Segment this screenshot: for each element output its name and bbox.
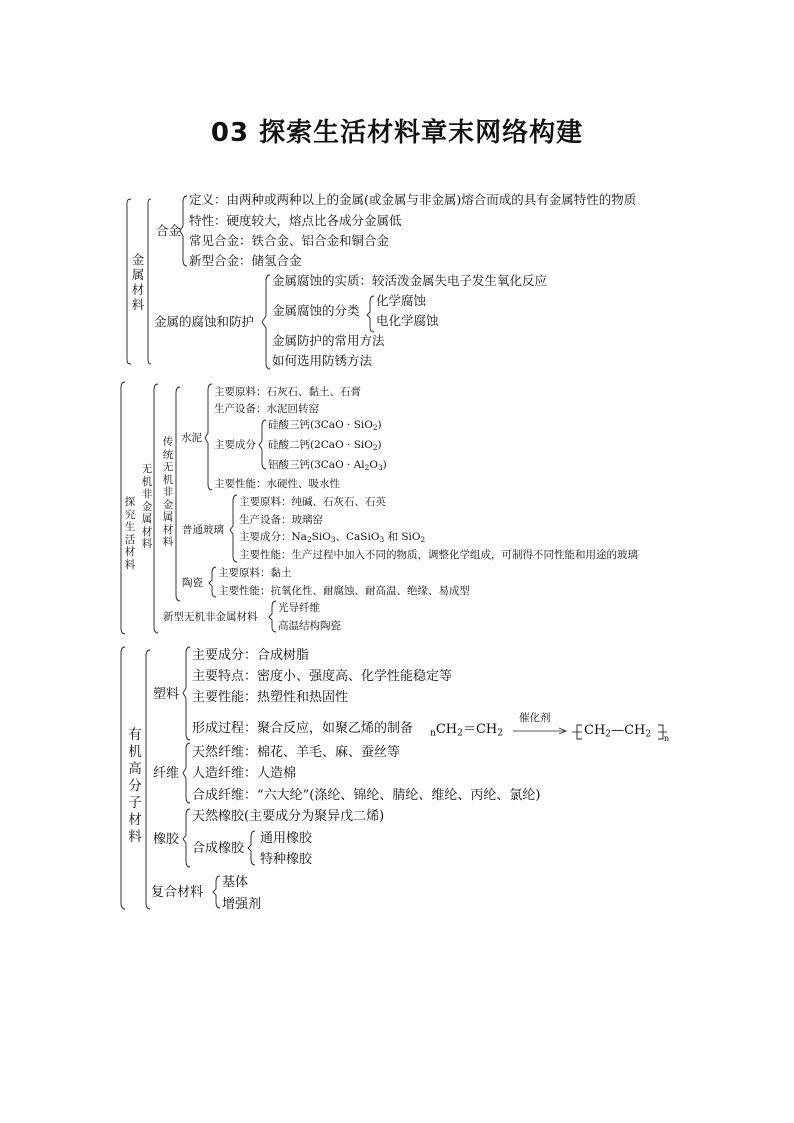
general-rubber: 通用橡胶 (260, 831, 313, 846)
bracket-alloy (180, 196, 187, 266)
traditional-label: 传统无机非金属材料 (162, 436, 174, 548)
bracket-corrosion (262, 275, 270, 369)
explore-materials-label: 探究生活材料 (124, 496, 136, 571)
page-title: 03 探索生活材料章末网络构建 (210, 118, 584, 148)
cement-property: 主要性能：水硬性、吸水性 (214, 478, 340, 490)
bracket-organic-level2 (146, 650, 150, 909)
bracket-classify (367, 296, 374, 332)
bracket-metal-level2 (148, 199, 151, 364)
corrosion-selection: 如何选用防锈方法 (272, 353, 373, 368)
plastic-label: 塑料 (153, 687, 180, 702)
ceramic-raw: 主要原料：黏土 (218, 567, 292, 579)
synthetic-fiber: 合成纤维：“六大纶”(涤纶、锦纶、腈纶、维纶、丙纶、氯纶) (192, 788, 541, 803)
high-temp-ceramic: 高温结构陶瓷 (278, 620, 341, 632)
bracket-cement (205, 384, 212, 490)
ethylene-reactant: $_nCH_2=CH_2$ (430, 722, 504, 739)
corrosion-essence: 金属腐蚀的实质：较活泼金属失电子发生氧化反应 (272, 273, 548, 288)
dicalcium-silicate: 硅酸二钙(2CaO · SiO$_2$) (268, 439, 382, 452)
chemical-corrosion: 化学腐蚀 (376, 293, 427, 308)
alloy-property: 特性：硬度较大，熔点比各成分金属低 (189, 213, 402, 228)
bracket-traditional (176, 387, 180, 601)
new-inorganic-label: 新型无机非金属材料 (163, 611, 258, 623)
natural-rubber: 天然橡胶(主要成分为聚异戊二烯) (192, 809, 385, 824)
artificial-fiber: 人造纤维：人造棉 (192, 766, 297, 781)
bracket-rubber (183, 809, 190, 867)
plastic-property: 主要性能：热塑性和热固性 (192, 690, 349, 705)
cement-equipment: 生产设备：水泥回转窑 (214, 403, 319, 415)
corrosion-label: 金属的腐蚀和防护 (154, 314, 255, 329)
bracket-newtype (269, 601, 276, 632)
bracket-organic-root (121, 647, 125, 909)
catalyst-label: 催化剂 (519, 712, 551, 724)
electrochemical-corrosion: 电化学腐蚀 (376, 313, 439, 328)
glass-label: 普通玻璃 (182, 524, 224, 536)
polyethylene-product: $CH_2—CH_2$ (584, 723, 652, 740)
natural-fiber: 天然纤维：棉花、羊毛、麻、蚕丝等 (192, 745, 401, 760)
composite-reinforcement: 增强剂 (222, 897, 262, 912)
plastic-component: 主要成分：合成树脂 (192, 648, 310, 663)
bracket-composite (213, 876, 220, 908)
bracket-fiber (183, 743, 190, 803)
rubber-label: 橡胶 (153, 832, 180, 847)
metal-root-label: 金属材料 (131, 252, 145, 312)
glass-components: 主要成分：$Na_2SiO_3$、CaSiO$_3$ 和 SiO$_2$ (239, 531, 426, 544)
glass-equipment: 生产设备：玻璃窑 (239, 514, 323, 526)
composite-label: 复合材料 (151, 885, 204, 900)
bracket-inorganic (154, 384, 158, 633)
tricalcium-silicate: 硅酸三钙(3CaO · SiO$_2$) (268, 419, 382, 432)
bracket-ceramic (209, 567, 216, 597)
cement-raw: 主要原料：石灰石、黏土、石膏 (214, 386, 361, 398)
fiber-label: 纤维 (153, 766, 180, 781)
tricalcium-aluminate: 铝酸三钙$(3CaO \cdot Al_2O_3)$ (268, 459, 387, 472)
ceramic-property: 主要性能：抗氧化性、耐腐蚀、耐高温、绝缘、易成型 (218, 585, 470, 597)
corrosion-classify-label: 金属腐蚀的分类 (272, 303, 360, 318)
bracket-components (259, 420, 266, 469)
inorganic-root-label: 无机非金属材料 (141, 463, 153, 550)
composite-matrix: 基体 (222, 875, 249, 890)
alloy-label: 合金 (156, 223, 182, 238)
plastic-formation: 形成过程：聚合反应，如聚乙烯的制备 (192, 721, 414, 736)
cement-components-label: 主要成分 (214, 439, 256, 451)
bracket-plastic (183, 647, 190, 740)
alloy-new: 新型合金：储氢合金 (189, 253, 302, 268)
bracket-glass (230, 495, 237, 562)
synthetic-rubber-label: 合成橡胶 (192, 841, 245, 856)
optical-fiber: 光导纤维 (278, 602, 320, 614)
polymer-degree: n (664, 734, 670, 743)
organic-root-label: 有机高分子材料 (128, 727, 142, 845)
alloy-common: 常见合金：铁合金、铝合金和铜合金 (189, 233, 390, 248)
glass-raw: 主要原料：纯碱、石灰石、石英 (239, 496, 386, 508)
ceramic-label: 陶瓷 (182, 577, 203, 589)
corrosion-protection: 金属防护的常用方法 (272, 333, 385, 348)
special-rubber: 特种橡胶 (260, 852, 313, 867)
plastic-feature: 主要特点：密度小、强度高、化学性能稳定等 (192, 669, 453, 684)
cement-label: 水泥 (181, 432, 202, 444)
bracket-synthetic-rubber (248, 831, 255, 865)
glass-property: 主要性能：生产过程中加入不同的物质，调整化学组成，可制得不同性能和用途的玻璃 (239, 549, 638, 561)
alloy-definition: 定义：由两种或两种以上的金属(或金属与非金属)熔合而成的具有金属特性的物质 (189, 192, 637, 207)
